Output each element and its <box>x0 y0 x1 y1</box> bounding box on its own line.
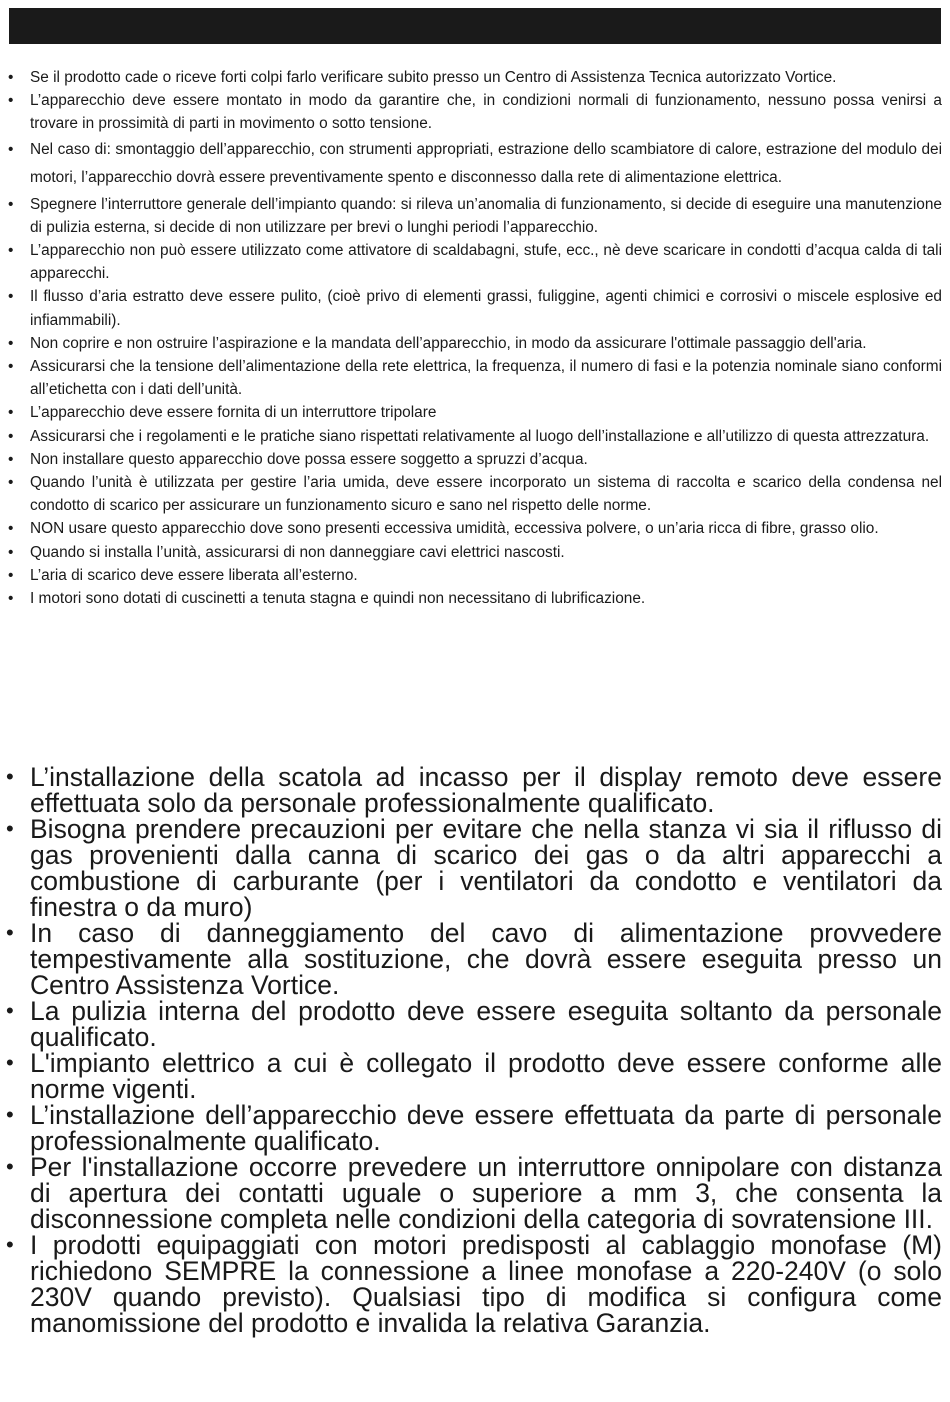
bullet-icon: • <box>6 998 14 1023</box>
bullet-icon: • <box>8 450 14 468</box>
list-item: • Per l'installazione occorre prevedere un interruttore onnipolare con distanza di apertura dei contatti uguale o superiore a mm 3, che consenta la disconnessione completa nelle condizioni della categoria di sovratensione III. <box>6 1152 942 1234</box>
list-item: • L’apparecchio non può essere utilizzato come attivatore di scaldabagni, stufe, ecc., nè deve scaricare in condotti d’acqua calda di tali apparecchi. <box>6 239 942 285</box>
bullet-icon: • <box>8 474 14 492</box>
list-item: • Il flusso d’aria estratto deve essere pulito, (cioè privo di elementi grassi, fuliggine, agenti chimici e corrosivi o miscele esplosive ed infiammabili). <box>6 285 942 331</box>
list-item: • Assicurarsi che la tensione dell’alimentazione della rete elettrica, la frequenza, il numero di fasi e la potenzia nominale siano conformi all’etichetta con i dati dell’unità. <box>6 355 942 401</box>
bullet-icon: • <box>8 427 14 445</box>
list-item: • Nel caso di: smontaggio dell’apparecchio, con strumenti appropriati, estrazione dello scambiatore di calore, estrazione del modulo dei motori, l’apparecchio dovrà essere preventivamente spento e disconnesso dalla rete di alimentazione elettrica. <box>6 136 942 193</box>
list-item: • Non installare questo apparecchio dove possa essere soggetto a spruzzi d’acqua. <box>6 448 942 471</box>
list-item: • In caso di danneggiamento del cavo di alimentazione provvedere tempestivamente alla sostituzione, che dovrà essere eseguita presso un Centro Assistenza Vortice. <box>6 918 942 1000</box>
list-item: • I prodotti equipaggiati con motori predisposti al cablaggio monofase (M) richiedono SEMPRE la connessione a linee monofase a 220-240V (o solo 230V quando previsto). Qualsiasi tipo di modifica si configura come manomissione del prodotto e invalida la relativa Garanzia. <box>6 1230 942 1338</box>
list-item: • L’installazione della scatola ad incasso per il display remoto deve essere effettuata solo da personale professionalmente qualificato. <box>6 762 942 818</box>
bullet-icon: • <box>8 195 14 213</box>
safety-list-large <box>6 764 942 1336</box>
bullet-icon: • <box>8 520 14 538</box>
list-item: • NON usare questo apparecchio dove sono presenti eccessiva umidità, eccessiva polvere, o un’aria ricca di fibre, grasso olio. <box>6 517 942 540</box>
bullet-icon: • <box>8 92 14 110</box>
bullet-icon: • <box>8 404 14 422</box>
bullet-icon: • <box>8 590 14 608</box>
list-item: • Se il prodotto cade o riceve forti colpi farlo verificare subito presso un Centro di Assistenza Tecnica autorizzato Vortice. <box>6 66 942 89</box>
bullet-icon: • <box>6 920 14 945</box>
bullet-icon: • <box>8 358 14 376</box>
list-item: • L'impianto elettrico a cui è collegato il prodotto deve essere conforme alle norme vigenti. <box>6 1048 942 1104</box>
bullet-icon: • <box>8 288 14 306</box>
bullet-icon: • <box>6 1102 14 1127</box>
bullet-icon: • <box>6 764 14 789</box>
list-item: • Quando l’unità è utilizzata per gestire l’aria umida, deve essere incorporato un sistema di raccolta e scarico della condensa nel condotto di scarico per assicurare un funzionamento sicuro e sano nel rispetto delle norme. <box>6 471 942 517</box>
bullet-icon: • <box>8 242 14 260</box>
list-item: • L’installazione dell’apparecchio deve essere effettuata da parte di personale professionalmente qualificato. <box>6 1100 942 1156</box>
safety-list-small <box>6 66 942 610</box>
list-item: • I motori sono dotati di cuscinetti a tenuta stagna e quindi non necessitano di lubrificazione. <box>6 587 942 610</box>
list-item: • Assicurarsi che i regolamenti e le pratiche siano rispettati relativamente al luogo dell’installazione e all’utilizzo di questa attrezzatura. <box>6 425 942 448</box>
list-item: • Non coprire e non ostruire l’aspirazione e la mandata dell’apparecchio, in modo da assicurare l'ottimale passaggio dell'aria. <box>6 332 942 355</box>
list-item: • L’apparecchio deve essere fornita di un interruttore tripolare <box>6 401 942 424</box>
bullet-icon: • <box>8 543 14 561</box>
bullet-icon: • <box>6 816 14 841</box>
bullet-icon: • <box>6 1232 14 1257</box>
bullet-icon: • <box>8 69 14 86</box>
bullet-icon: • <box>8 566 14 584</box>
header-bar <box>9 8 941 44</box>
list-item: • Spegnere l’interruttore generale dell’impianto quando: si rileva un’anomalia di funzionamento, si decide di eseguire una manutenzione di pulizia esterna, si decide di non utilizzare per brevi o lunghi periodi l’apparecchio. <box>6 193 942 239</box>
list-item: • La pulizia interna del prodotto deve essere eseguita soltanto da personale qualificato. <box>6 996 942 1052</box>
bullet-icon: • <box>8 334 14 352</box>
bullet-icon: • <box>8 140 14 158</box>
list-item: • L’apparecchio deve essere montato in modo da garantire che, in condizioni normali di funzionamento, nessuno possa venirsi a trovare in prossimità di parti in movimento o sotto tensione. <box>6 89 942 135</box>
bullet-icon: • <box>6 1050 14 1075</box>
list-item: • Quando si installa l’unità, assicurarsi di non danneggiare cavi elettrici nascosti. <box>6 541 942 564</box>
bullet-icon: • <box>6 1154 14 1179</box>
list-item: • Bisogna prendere precauzioni per evitare che nella stanza vi sia il riflusso di gas provenienti dalla canna di scarico dei gas o da altri apparecchi a combustione di carburante (per i ventilatori da condotto e ventilatori da finestra o da muro) <box>6 814 942 922</box>
list-item: • L’aria di scarico deve essere liberata all’esterno. <box>6 564 942 587</box>
